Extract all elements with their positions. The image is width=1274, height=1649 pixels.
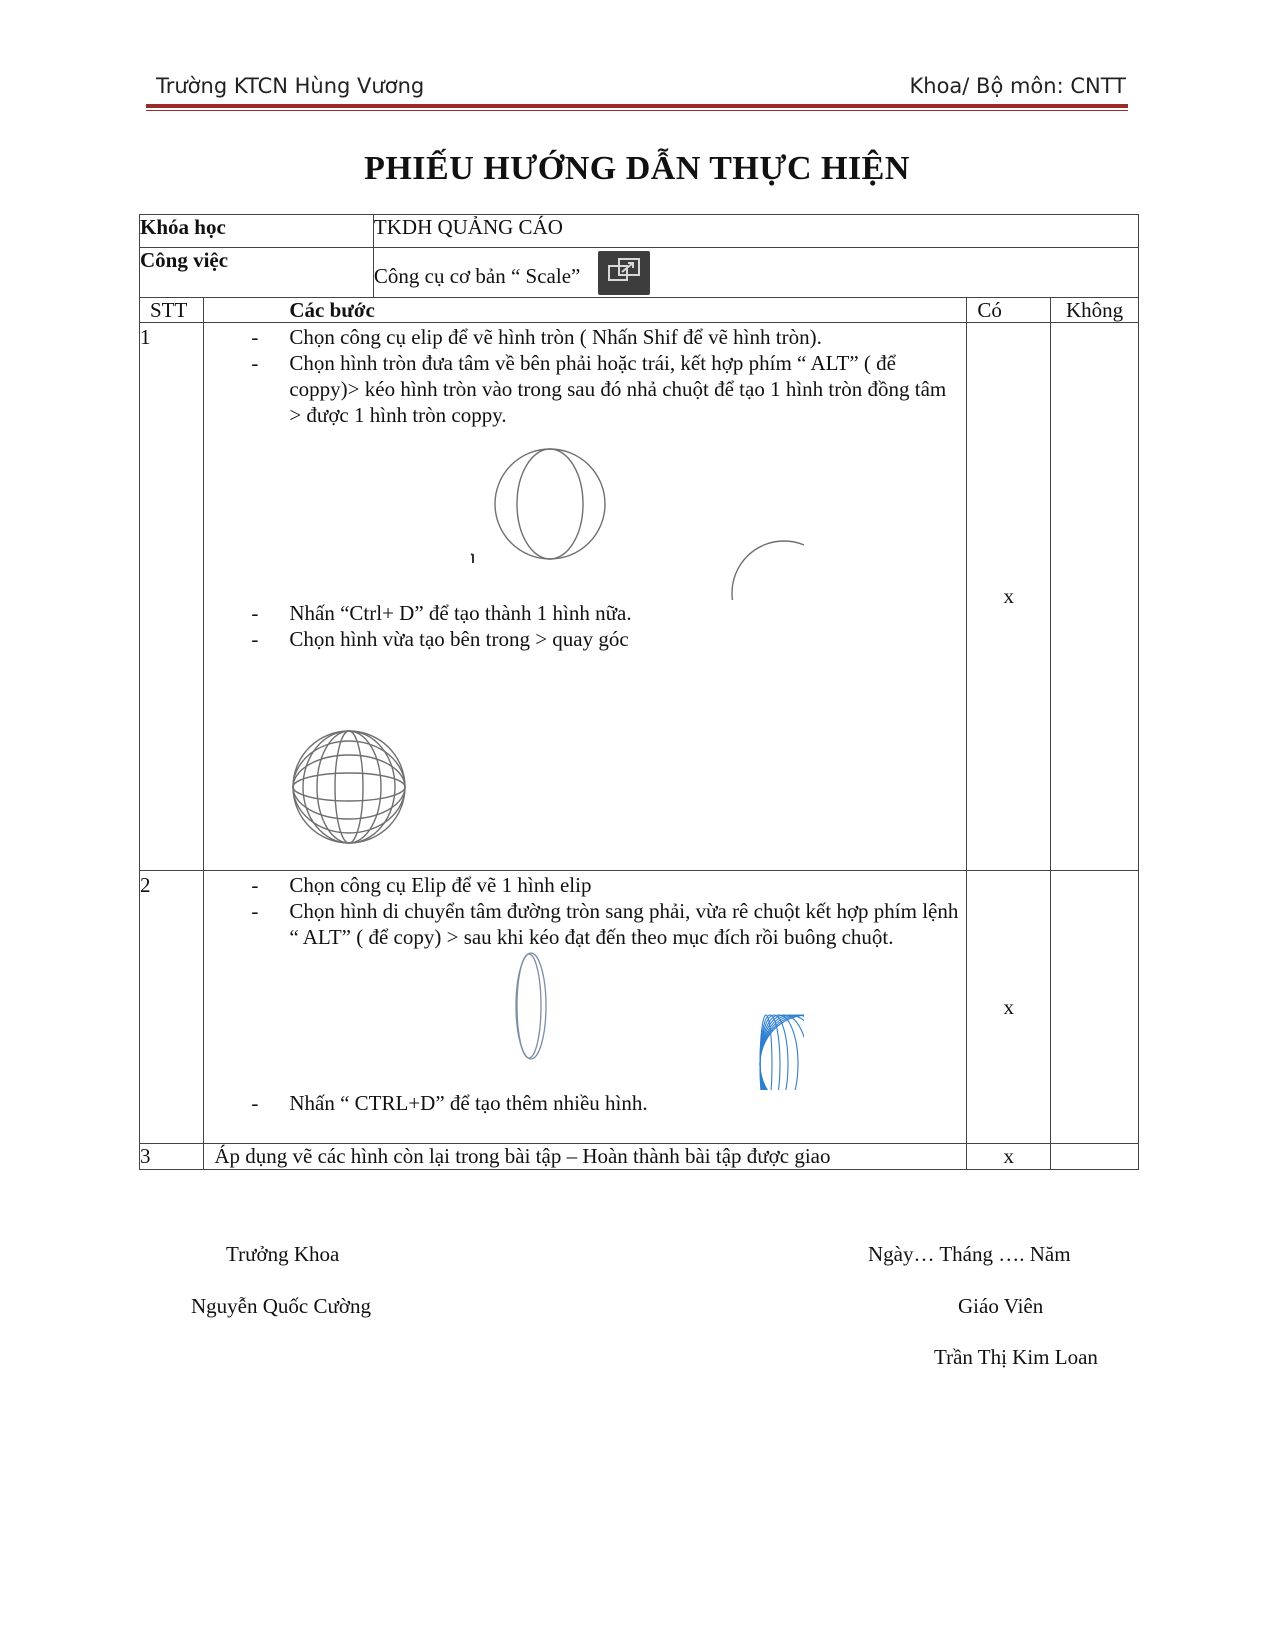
task-cell <box>373 248 1138 298</box>
teacher-name: Trần Thị Kim Loan <box>934 1345 1098 1369</box>
globe-figures <box>204 652 804 870</box>
task-value: Công cụ cơ bản “ Scale” <box>373 264 581 288</box>
grid-globe-figure <box>293 731 405 843</box>
no-mark <box>1051 1144 1139 1170</box>
step-row-3 <box>140 1144 1139 1170</box>
task-row <box>140 248 1139 298</box>
col-no: Không <box>1051 298 1139 323</box>
dean-name: Nguyễn Quốc Cường <box>191 1294 371 1318</box>
steps-cell <box>204 323 967 871</box>
yes-mark: x <box>967 1144 1051 1170</box>
task-label: Công việc <box>140 248 374 298</box>
step-item: - Chọn hình vừa tạo bên trong > quay góc <box>289 626 966 652</box>
step-list <box>204 324 966 428</box>
col-yes: Có <box>967 298 1051 323</box>
col-stt: STT <box>140 298 204 323</box>
course-row <box>140 215 1139 248</box>
teacher-title: Giáo Viên <box>958 1294 1044 1318</box>
yes-mark: x <box>967 871 1051 1144</box>
step-item: - Nhấn “ CTRL+D” để tạo thêm nhiều hình. <box>289 1090 966 1116</box>
department-name: Khoa/ Bộ môn: CNTT <box>909 74 1126 98</box>
step-list <box>204 1090 966 1116</box>
globe-meridian-figure <box>732 541 804 600</box>
row-number: 1 <box>140 323 204 871</box>
no-mark <box>1051 323 1139 871</box>
row-number: 2 <box>140 871 204 1144</box>
ellipse-figures <box>204 950 804 1090</box>
figure-area-2 <box>204 652 966 870</box>
date-line: Ngày… Tháng …. Năm <box>868 1242 1071 1266</box>
steps-cell <box>204 871 967 1144</box>
step-row-1 <box>140 323 1139 871</box>
step-row-2 <box>140 871 1139 1144</box>
circle-with-ellipse-figure <box>495 449 605 559</box>
step-text: Áp dụng vẽ các hình còn lại trong bài tập – Hoàn thành bài tập được giao <box>204 1144 967 1170</box>
course-value: TKDH QUẢNG CÁO <box>373 215 1138 248</box>
header-rule-thin <box>146 110 1128 111</box>
step-item: - Chọn hình tròn đưa tâm về bên phải hoặc trái, kết hợp phím “ ALT” ( để coppy)> kéo hình tròn vào trong sau đó nhả chuột để tạo 1 hình tròn đồng tâm > được 1 hình tròn coppy. <box>289 350 966 428</box>
instruction-table <box>139 214 1139 1170</box>
course-label: Khóa học <box>140 215 374 248</box>
no-mark <box>1051 871 1139 1144</box>
scale-tool-icon <box>598 251 650 295</box>
yes-mark: x <box>967 323 1051 871</box>
circle-figures <box>204 428 804 600</box>
dean-title: Trưởng Khoa <box>226 1242 340 1266</box>
page-title: PHIẾU HƯỚNG DẪN THỰC HIỆN <box>364 150 910 187</box>
blue-ellipse-stack-figure <box>760 1015 804 1090</box>
step-item: - Chọn hình di chuyển tâm đường tròn sang phải, vừa rê chuột kết hợp phím lệnh “ ALT” ( để copy) > sau khi kéo đạt đến theo mục đích rồi buông chuột. <box>289 898 966 950</box>
step-list <box>204 600 966 652</box>
col-steps: Các bước <box>204 298 967 323</box>
column-header-row <box>140 298 1139 323</box>
school-name: Trường KTCN Hùng Vương <box>156 74 425 98</box>
step-item: - Chọn công cụ Elip để vẽ 1 hình elip <box>289 872 966 898</box>
step-list <box>204 872 966 950</box>
step-item: - Chọn công cụ elip để vẽ hình tròn ( Nhấn Shif để vẽ hình tròn). <box>289 324 966 350</box>
figure-area-1 <box>204 428 966 600</box>
row-number: 3 <box>140 1144 204 1170</box>
header-rule <box>146 104 1128 108</box>
figure-area-3 <box>204 950 966 1090</box>
step-item: - Nhấn “Ctrl+ D” để tạo thành 1 hình nữa. <box>289 600 966 626</box>
